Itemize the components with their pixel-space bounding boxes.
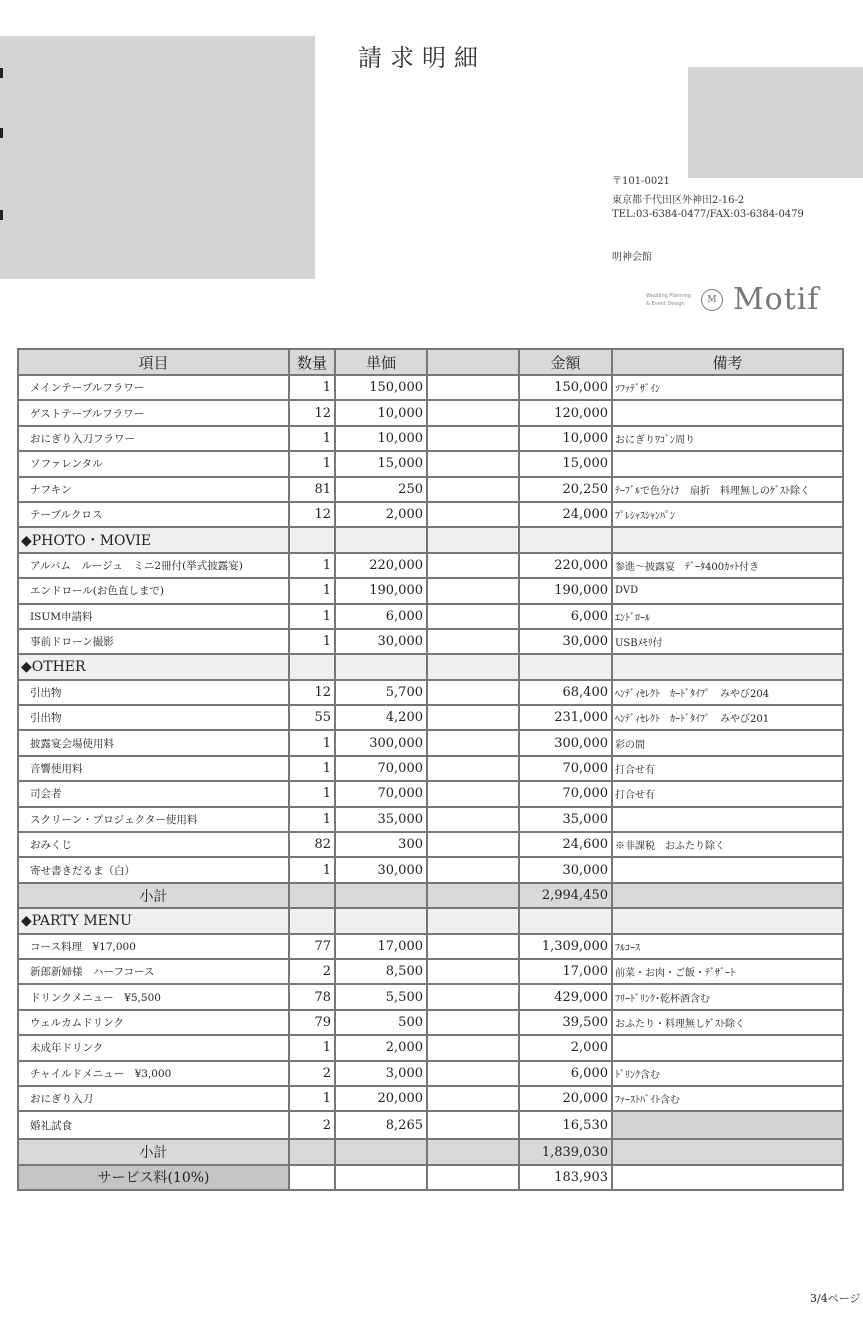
item-cell: おにぎり入刀フラワー xyxy=(18,426,289,451)
amount-cell: 10,000 xyxy=(519,426,612,451)
amount-cell: 20,250 xyxy=(519,477,612,502)
notes-cell xyxy=(612,857,843,882)
blank-cell xyxy=(427,1139,519,1164)
venue-address: 東京都千代田区外神田2-16-2 xyxy=(612,195,745,206)
item-cell: テーブルクロス xyxy=(18,502,289,527)
unit-price-cell: 8,500 xyxy=(335,959,427,984)
unit-price-cell: 5,700 xyxy=(335,680,427,705)
item-cell: ISUM申請料 xyxy=(18,604,289,629)
notes-cell: ﾍﾝﾃﾞｨｾﾚｸﾄ ｶｰﾄﾞﾀｲﾌﾟ みやび201 xyxy=(612,705,843,730)
amount-cell: 1,839,030 xyxy=(519,1139,612,1164)
header-qty: 数量 xyxy=(289,349,335,375)
qty-cell: 1 xyxy=(289,756,335,781)
item-cell: 音響使用料 xyxy=(18,756,289,781)
item-cell: おみくじ xyxy=(18,832,289,857)
redacted-stamp-block xyxy=(688,67,863,178)
item-cell: 未成年ドリンク xyxy=(18,1035,289,1060)
qty-cell: 1 xyxy=(289,375,335,400)
blank-cell xyxy=(427,883,519,908)
amount-cell: 6,000 xyxy=(519,604,612,629)
table-row xyxy=(18,959,843,984)
logo-tagline xyxy=(646,292,691,308)
blank-cell xyxy=(427,807,519,832)
qty-cell xyxy=(289,1139,335,1164)
service-row xyxy=(18,1165,843,1190)
item-cell: 寄せ書きだるま（白） xyxy=(18,857,289,882)
unit-price-cell: 70,000 xyxy=(335,781,427,806)
blank-cell xyxy=(427,781,519,806)
table-row xyxy=(18,756,843,781)
qty-cell xyxy=(289,654,335,679)
notes-cell: ﾄﾞﾘﾝｸ含む xyxy=(612,1061,843,1086)
item-cell: 小計 xyxy=(18,883,289,908)
amount-cell xyxy=(519,527,612,552)
unit-price-cell: 5,500 xyxy=(335,984,427,1009)
qty-cell: 79 xyxy=(289,1010,335,1035)
qty-cell xyxy=(289,1165,335,1190)
item-cell: コース料理 ¥17,000 xyxy=(18,934,289,959)
notes-cell xyxy=(612,654,843,679)
page-number: 3/4ページ xyxy=(810,1292,861,1305)
amount-cell: 70,000 xyxy=(519,756,612,781)
qty-cell: 2 xyxy=(289,959,335,984)
item-cell: 新郎新婦様 ハーフコース xyxy=(18,959,289,984)
qty-cell: 1 xyxy=(289,451,335,476)
unit-price-cell xyxy=(335,883,427,908)
qty-cell: 2 xyxy=(289,1061,335,1086)
table-row xyxy=(18,1035,843,1060)
table-row xyxy=(18,629,843,654)
qty-cell: 1 xyxy=(289,807,335,832)
blank-cell xyxy=(427,375,519,400)
unit-price-cell: 500 xyxy=(335,1010,427,1035)
table-row xyxy=(18,502,843,527)
amount-cell: 35,000 xyxy=(519,807,612,832)
item-cell: 事前ドローン撮影 xyxy=(18,629,289,654)
amount-cell: 300,000 xyxy=(519,730,612,755)
notes-cell: 参進～披露宴 ﾃﾞｰﾀ400ｶｯﾄ付き xyxy=(612,553,843,578)
logo-tagline-1: Wedding Planning xyxy=(646,292,691,299)
notes-cell: ﾌﾘｰﾄﾞﾘﾝｸ･乾杯酒含む xyxy=(612,984,843,1009)
item-cell: チャイルドメニュー ¥3,000 xyxy=(18,1061,289,1086)
notes-cell xyxy=(612,1139,843,1164)
item-cell: 司会者 xyxy=(18,781,289,806)
item-cell: サービス料(10%) xyxy=(18,1165,289,1190)
unit-price-cell xyxy=(335,654,427,679)
notes-cell: ﾌﾟﾚｼｬｽｼｬﾝﾊﾟﾝ xyxy=(612,502,843,527)
notes-cell xyxy=(612,807,843,832)
qty-cell: 1 xyxy=(289,857,335,882)
blank-cell xyxy=(427,1111,519,1139)
venue-phone-fax: TEL:03-6384-0477/FAX:03-6384-0479 xyxy=(612,209,804,220)
blank-cell xyxy=(427,654,519,679)
unit-price-cell: 6,000 xyxy=(335,604,427,629)
unit-price-cell: 220,000 xyxy=(335,553,427,578)
amount-cell: 429,000 xyxy=(519,984,612,1009)
blank-cell xyxy=(427,502,519,527)
unit-price-cell xyxy=(335,527,427,552)
unit-price-cell: 4,200 xyxy=(335,705,427,730)
notes-cell: ﾌｧｰｽﾄﾊﾞｲﾄ含む xyxy=(612,1086,843,1111)
item-cell: 引出物 xyxy=(18,705,289,730)
unit-price-cell: 35,000 xyxy=(335,807,427,832)
unit-price-cell xyxy=(335,908,427,933)
margin-mark xyxy=(0,210,3,220)
notes-cell: DVD xyxy=(612,578,843,603)
blank-cell xyxy=(427,527,519,552)
amount-cell: 24,000 xyxy=(519,502,612,527)
blank-cell xyxy=(427,832,519,857)
amount-cell: 231,000 xyxy=(519,705,612,730)
unit-price-cell: 30,000 xyxy=(335,629,427,654)
unit-price-cell: 15,000 xyxy=(335,451,427,476)
notes-cell: ﾃｰﾌﾞﾙで色分け 扇折 料理無しのｹﾞｽﾄ除く xyxy=(612,477,843,502)
item-cell: スクリーン・プロジェクター使用料 xyxy=(18,807,289,832)
amount-cell: 190,000 xyxy=(519,578,612,603)
qty-cell xyxy=(289,908,335,933)
item-cell: 婚礼試食 xyxy=(18,1111,289,1139)
item-cell: ソファレンタル xyxy=(18,451,289,476)
amount-cell: 120,000 xyxy=(519,400,612,425)
section-row xyxy=(18,654,843,679)
item-cell: メインテーブルフラワー xyxy=(18,375,289,400)
amount-cell: 183,903 xyxy=(519,1165,612,1190)
blank-cell xyxy=(427,553,519,578)
table-row xyxy=(18,1010,843,1035)
qty-cell: 2 xyxy=(289,1111,335,1139)
amount-cell: 30,000 xyxy=(519,857,612,882)
amount-cell: 30,000 xyxy=(519,629,612,654)
table-row xyxy=(18,1111,843,1139)
item-cell: ゲストテーブルフラワー xyxy=(18,400,289,425)
qty-cell: 12 xyxy=(289,400,335,425)
logo-mark-icon: M xyxy=(701,289,723,311)
table-row xyxy=(18,426,843,451)
notes-cell xyxy=(612,527,843,552)
notes-cell: 彩の間 xyxy=(612,730,843,755)
notes-cell: 打合せ有 xyxy=(612,756,843,781)
table-row xyxy=(18,807,843,832)
notes-cell: ｿﾌｧﾃﾞｻﾞｲﾝ xyxy=(612,375,843,400)
notes-cell xyxy=(612,883,843,908)
blank-cell xyxy=(427,629,519,654)
page-title: 請求明細 xyxy=(358,44,486,72)
unit-price-cell: 17,000 xyxy=(335,934,427,959)
qty-cell xyxy=(289,883,335,908)
unit-price-cell: 250 xyxy=(335,477,427,502)
notes-cell xyxy=(612,1165,843,1190)
item-cell: 引出物 xyxy=(18,680,289,705)
header-item: 項目 xyxy=(18,349,289,375)
header-blank xyxy=(427,349,519,375)
section-row xyxy=(18,908,843,933)
amount-cell: 150,000 xyxy=(519,375,612,400)
qty-cell: 1 xyxy=(289,1035,335,1060)
unit-price-cell: 3,000 xyxy=(335,1061,427,1086)
header-unit-price: 単価 xyxy=(335,349,427,375)
notes-cell xyxy=(612,400,843,425)
section-row xyxy=(18,527,843,552)
amount-cell: 17,000 xyxy=(519,959,612,984)
redacted-recipient-block xyxy=(0,36,315,279)
notes-cell: おふたり・料理無しｹﾞｽﾄ除く xyxy=(612,1010,843,1035)
item-cell: 小計 xyxy=(18,1139,289,1164)
item-cell: ◆PHOTO・MOVIE xyxy=(18,527,289,552)
table-header xyxy=(18,349,843,375)
invoice-table xyxy=(17,348,844,1191)
table-row xyxy=(18,375,843,400)
qty-cell: 1 xyxy=(289,730,335,755)
notes-cell xyxy=(612,1035,843,1060)
qty-cell: 1 xyxy=(289,1086,335,1111)
qty-cell: 78 xyxy=(289,984,335,1009)
header-notes: 備考 xyxy=(612,349,843,375)
blank-cell xyxy=(427,705,519,730)
amount-cell: 2,994,450 xyxy=(519,883,612,908)
unit-price-cell xyxy=(335,1139,427,1164)
table-row xyxy=(18,934,843,959)
qty-cell: 1 xyxy=(289,553,335,578)
amount-cell: 220,000 xyxy=(519,553,612,578)
blank-cell xyxy=(427,680,519,705)
table-row xyxy=(18,781,843,806)
unit-price-cell: 300 xyxy=(335,832,427,857)
item-cell: ドリンクメニュー ¥5,500 xyxy=(18,984,289,1009)
logo-tagline-2: & Event Design xyxy=(646,300,685,307)
unit-price-cell: 10,000 xyxy=(335,400,427,425)
blank-cell xyxy=(427,756,519,781)
table-row xyxy=(18,604,843,629)
amount-cell: 15,000 xyxy=(519,451,612,476)
venue-postal: 〒101-0021 xyxy=(612,176,670,187)
qty-cell: 1 xyxy=(289,426,335,451)
item-cell: おにぎり入刀 xyxy=(18,1086,289,1111)
qty-cell: 82 xyxy=(289,832,335,857)
item-cell: エンドロール(お色直しまで) xyxy=(18,578,289,603)
blank-cell xyxy=(427,578,519,603)
item-cell: 披露宴会場使用料 xyxy=(18,730,289,755)
amount-cell: 1,309,000 xyxy=(519,934,612,959)
amount-cell: 20,000 xyxy=(519,1086,612,1111)
blank-cell xyxy=(427,1061,519,1086)
notes-cell xyxy=(612,451,843,476)
venue-name: 明神会館 xyxy=(612,252,652,263)
subtotal-row xyxy=(18,1139,843,1164)
amount-cell: 6,000 xyxy=(519,1061,612,1086)
unit-price-cell: 20,000 xyxy=(335,1086,427,1111)
blank-cell xyxy=(427,604,519,629)
notes-cell: ｴﾝﾄﾞﾛｰﾙ xyxy=(612,604,843,629)
qty-cell: 12 xyxy=(289,502,335,527)
blank-cell xyxy=(427,1010,519,1035)
table-row xyxy=(18,857,843,882)
amount-cell xyxy=(519,654,612,679)
notes-cell xyxy=(612,908,843,933)
amount-cell: 68,400 xyxy=(519,680,612,705)
redacted-note xyxy=(613,1111,843,1139)
notes-cell: ﾌﾙｺｰｽ xyxy=(612,934,843,959)
unit-price-cell: 150,000 xyxy=(335,375,427,400)
margin-mark xyxy=(0,68,3,78)
unit-price-cell: 10,000 xyxy=(335,426,427,451)
table-row xyxy=(18,553,843,578)
table-row xyxy=(18,832,843,857)
table-row xyxy=(18,477,843,502)
amount-cell: 39,500 xyxy=(519,1010,612,1035)
table-row xyxy=(18,578,843,603)
qty-cell: 1 xyxy=(289,781,335,806)
amount-cell: 16,530 xyxy=(519,1111,612,1139)
notes-cell: ※非課税 おふたり除く xyxy=(612,832,843,857)
unit-price-cell: 8,265 xyxy=(335,1111,427,1139)
margin-mark xyxy=(0,128,3,138)
blank-cell xyxy=(427,959,519,984)
table-row xyxy=(18,1086,843,1111)
motif-logo xyxy=(646,282,819,317)
unit-price-cell: 190,000 xyxy=(335,578,427,603)
unit-price-cell: 30,000 xyxy=(335,857,427,882)
table-row xyxy=(18,730,843,755)
table-row xyxy=(18,680,843,705)
blank-cell xyxy=(427,400,519,425)
qty-cell: 81 xyxy=(289,477,335,502)
blank-cell xyxy=(427,1035,519,1060)
table-row xyxy=(18,984,843,1009)
item-cell: ウェルカムドリンク xyxy=(18,1010,289,1035)
blank-cell xyxy=(427,984,519,1009)
item-cell: ◆PARTY MENU xyxy=(18,908,289,933)
qty-cell: 1 xyxy=(289,578,335,603)
unit-price-cell: 2,000 xyxy=(335,502,427,527)
item-cell: アルバム ルージュ ミニ2冊付(挙式披露宴) xyxy=(18,553,289,578)
notes-cell: 打合せ有 xyxy=(612,781,843,806)
blank-cell xyxy=(427,857,519,882)
item-cell: ナフキン xyxy=(18,477,289,502)
unit-price-cell: 300,000 xyxy=(335,730,427,755)
blank-cell xyxy=(427,1086,519,1111)
blank-cell xyxy=(427,451,519,476)
blank-cell xyxy=(427,934,519,959)
item-cell: ◆OTHER xyxy=(18,654,289,679)
unit-price-cell: 2,000 xyxy=(335,1035,427,1060)
amount-cell xyxy=(519,908,612,933)
table-row xyxy=(18,705,843,730)
notes-cell xyxy=(612,1111,843,1139)
qty-cell: 1 xyxy=(289,604,335,629)
unit-price-cell xyxy=(335,1165,427,1190)
notes-cell: ﾍﾝﾃﾞｨｾﾚｸﾄ ｶｰﾄﾞﾀｲﾌﾟ みやび204 xyxy=(612,680,843,705)
table-row xyxy=(18,1061,843,1086)
header-amount: 金額 xyxy=(519,349,612,375)
notes-cell: 前菜・お肉・ご飯・ﾃﾞｻﾞｰﾄ xyxy=(612,959,843,984)
table-row xyxy=(18,400,843,425)
blank-cell xyxy=(427,426,519,451)
amount-cell: 70,000 xyxy=(519,781,612,806)
qty-cell: 12 xyxy=(289,680,335,705)
qty-cell xyxy=(289,527,335,552)
qty-cell: 77 xyxy=(289,934,335,959)
qty-cell: 1 xyxy=(289,629,335,654)
table-row xyxy=(18,451,843,476)
notes-cell: USBﾒﾓﾘ付 xyxy=(612,629,843,654)
unit-price-cell: 70,000 xyxy=(335,756,427,781)
blank-cell xyxy=(427,1165,519,1190)
qty-cell: 55 xyxy=(289,705,335,730)
amount-cell: 2,000 xyxy=(519,1035,612,1060)
logo-name: Motif xyxy=(732,282,820,317)
blank-cell xyxy=(427,477,519,502)
subtotal-row xyxy=(18,883,843,908)
amount-cell: 24,600 xyxy=(519,832,612,857)
blank-cell xyxy=(427,730,519,755)
blank-cell xyxy=(427,908,519,933)
notes-cell: おにぎりﾜｺﾞﾝ周り xyxy=(612,426,843,451)
